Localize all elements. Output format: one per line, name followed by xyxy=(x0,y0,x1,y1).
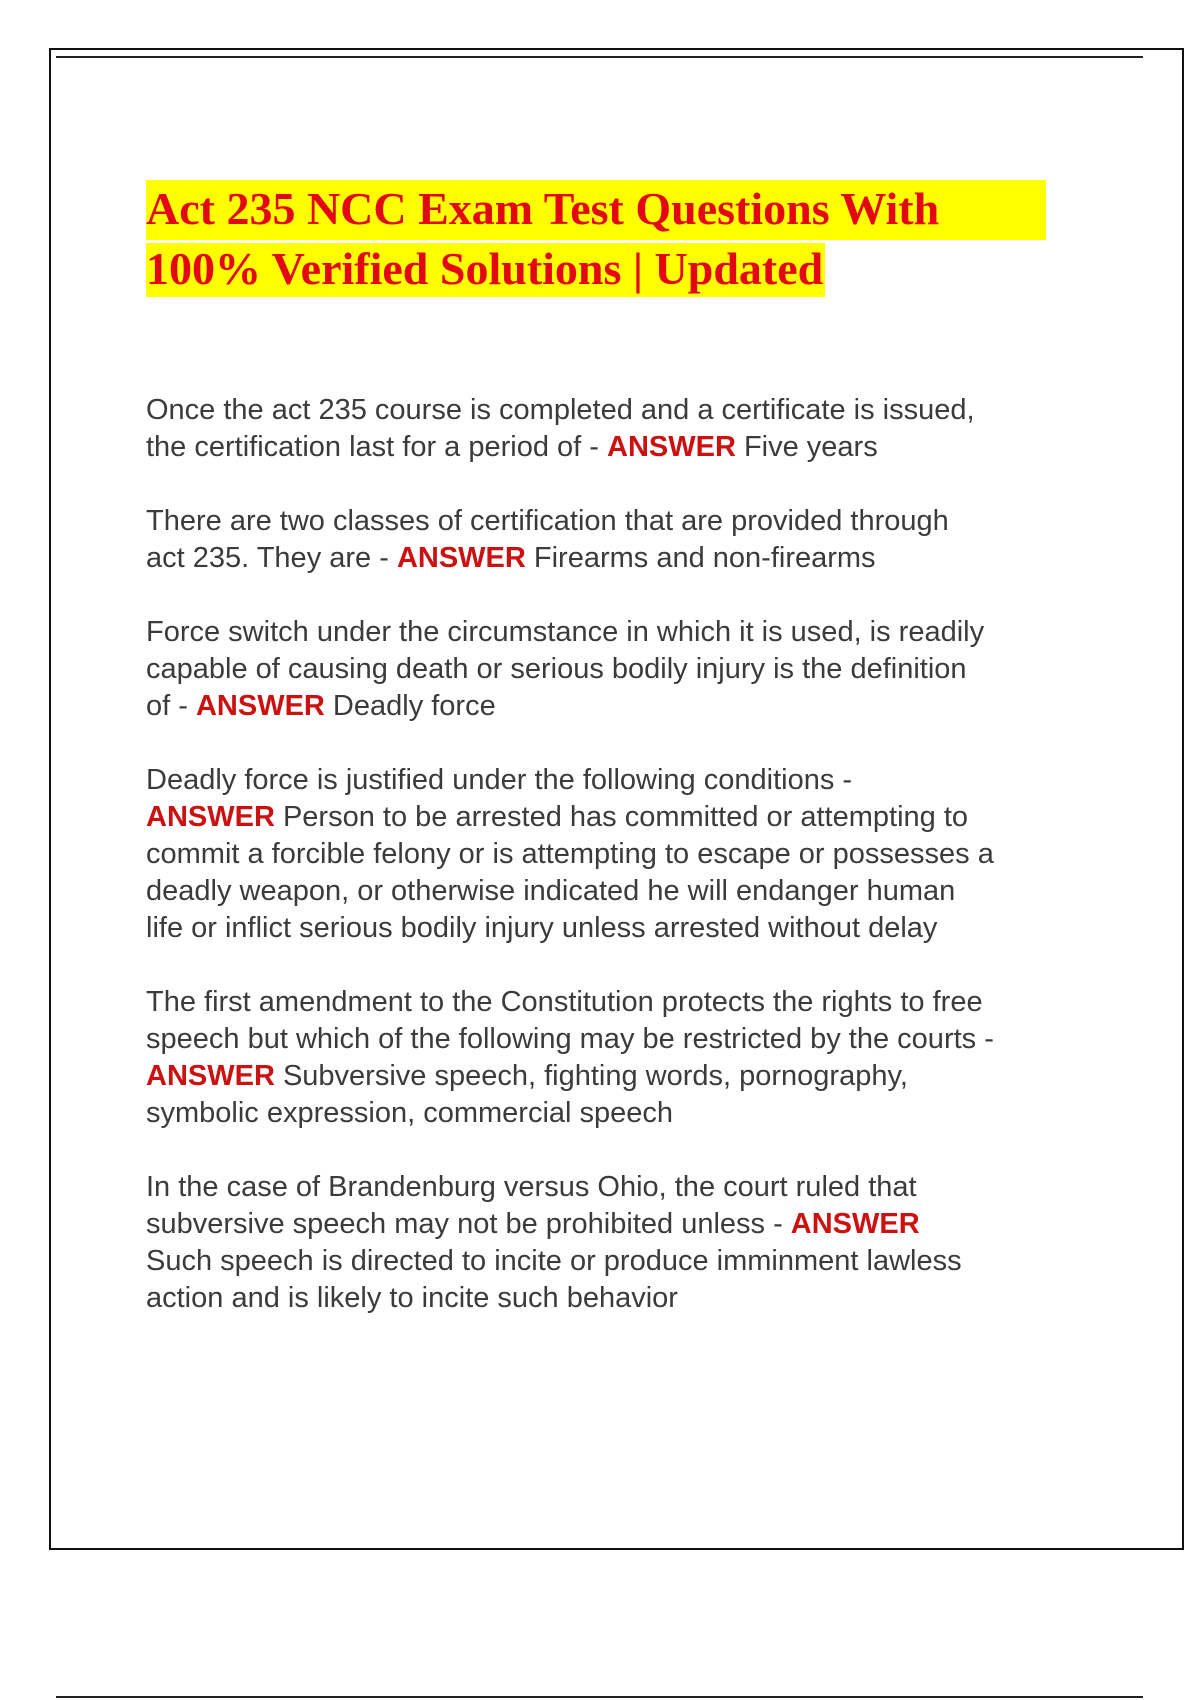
question-text: Deadly force is justified under the following conditions - xyxy=(146,764,853,796)
answer-label: ANSWER xyxy=(195,690,325,722)
title-line-2: 100% Verified Solutions | Updated xyxy=(146,243,825,297)
question-text: The first amendment to the Constitution protects the rights to free xyxy=(146,986,983,1018)
answer-text: Such speech is directed to incite or produce imminment lawless xyxy=(146,1245,962,1277)
question-text: capable of causing death or serious bodily injury is the definition xyxy=(146,653,967,685)
question-text: speech but which of the following may be restricted by the courts - xyxy=(146,1023,994,1055)
qa-item-6 xyxy=(146,1169,1096,1317)
qa-item-2 xyxy=(146,503,1096,577)
bottom-rule xyxy=(56,1696,1143,1698)
question-text: Once the act 235 course is completed and a certificate is issued, xyxy=(146,394,975,426)
qa-item-5 xyxy=(146,984,1096,1132)
answer-label: ANSWER xyxy=(146,801,275,833)
answer-label: ANSWER xyxy=(396,542,526,574)
qa-list xyxy=(146,392,1096,1354)
qa-item-1 xyxy=(146,392,1096,466)
top-rule xyxy=(56,56,1143,58)
title-line-1: Act 235 NCC Exam Test Questions With xyxy=(146,180,1046,240)
qa-item-4 xyxy=(146,762,1096,947)
answer-label: ANSWER xyxy=(607,431,736,463)
answer-text: Subversive speech, fighting words, pornography, xyxy=(282,1060,908,1092)
answer-text: symbolic expression, commercial speech xyxy=(146,1097,674,1129)
qa-item-3 xyxy=(146,614,1096,725)
answer-label: ANSWER xyxy=(790,1208,920,1240)
question-text: There are two classes of certification that are provided through xyxy=(146,505,949,537)
answer-label: ANSWER xyxy=(146,1060,275,1092)
answer-text: Person to be arrested has committed or attempting to xyxy=(282,801,969,833)
answer-text: action and is likely to incite such behavior xyxy=(146,1282,678,1314)
question-text: In the case of Brandenburg versus Ohio, the court ruled that xyxy=(146,1171,917,1203)
question-text: subversive speech may not be prohibited unless - xyxy=(146,1208,791,1240)
answer-text: Deadly force xyxy=(332,690,496,722)
question-text: of - xyxy=(146,690,196,722)
question-text: the certification last for a period of - xyxy=(146,431,607,463)
document-title xyxy=(146,180,1046,297)
answer-text: commit a forcible felony or is attempting to escape or possesses a xyxy=(146,838,994,870)
answer-text: Five years xyxy=(743,431,878,463)
answer-text: Firearms and non-firearms xyxy=(533,542,876,574)
question-text: act 235. They are - xyxy=(146,542,397,574)
answer-text: deadly weapon, or otherwise indicated he will endanger human xyxy=(146,875,956,907)
question-text: Force switch under the circumstance in which it is used, is readily xyxy=(146,616,985,648)
answer-text: life or inflict serious bodily injury unless arrested without delay xyxy=(146,912,938,944)
